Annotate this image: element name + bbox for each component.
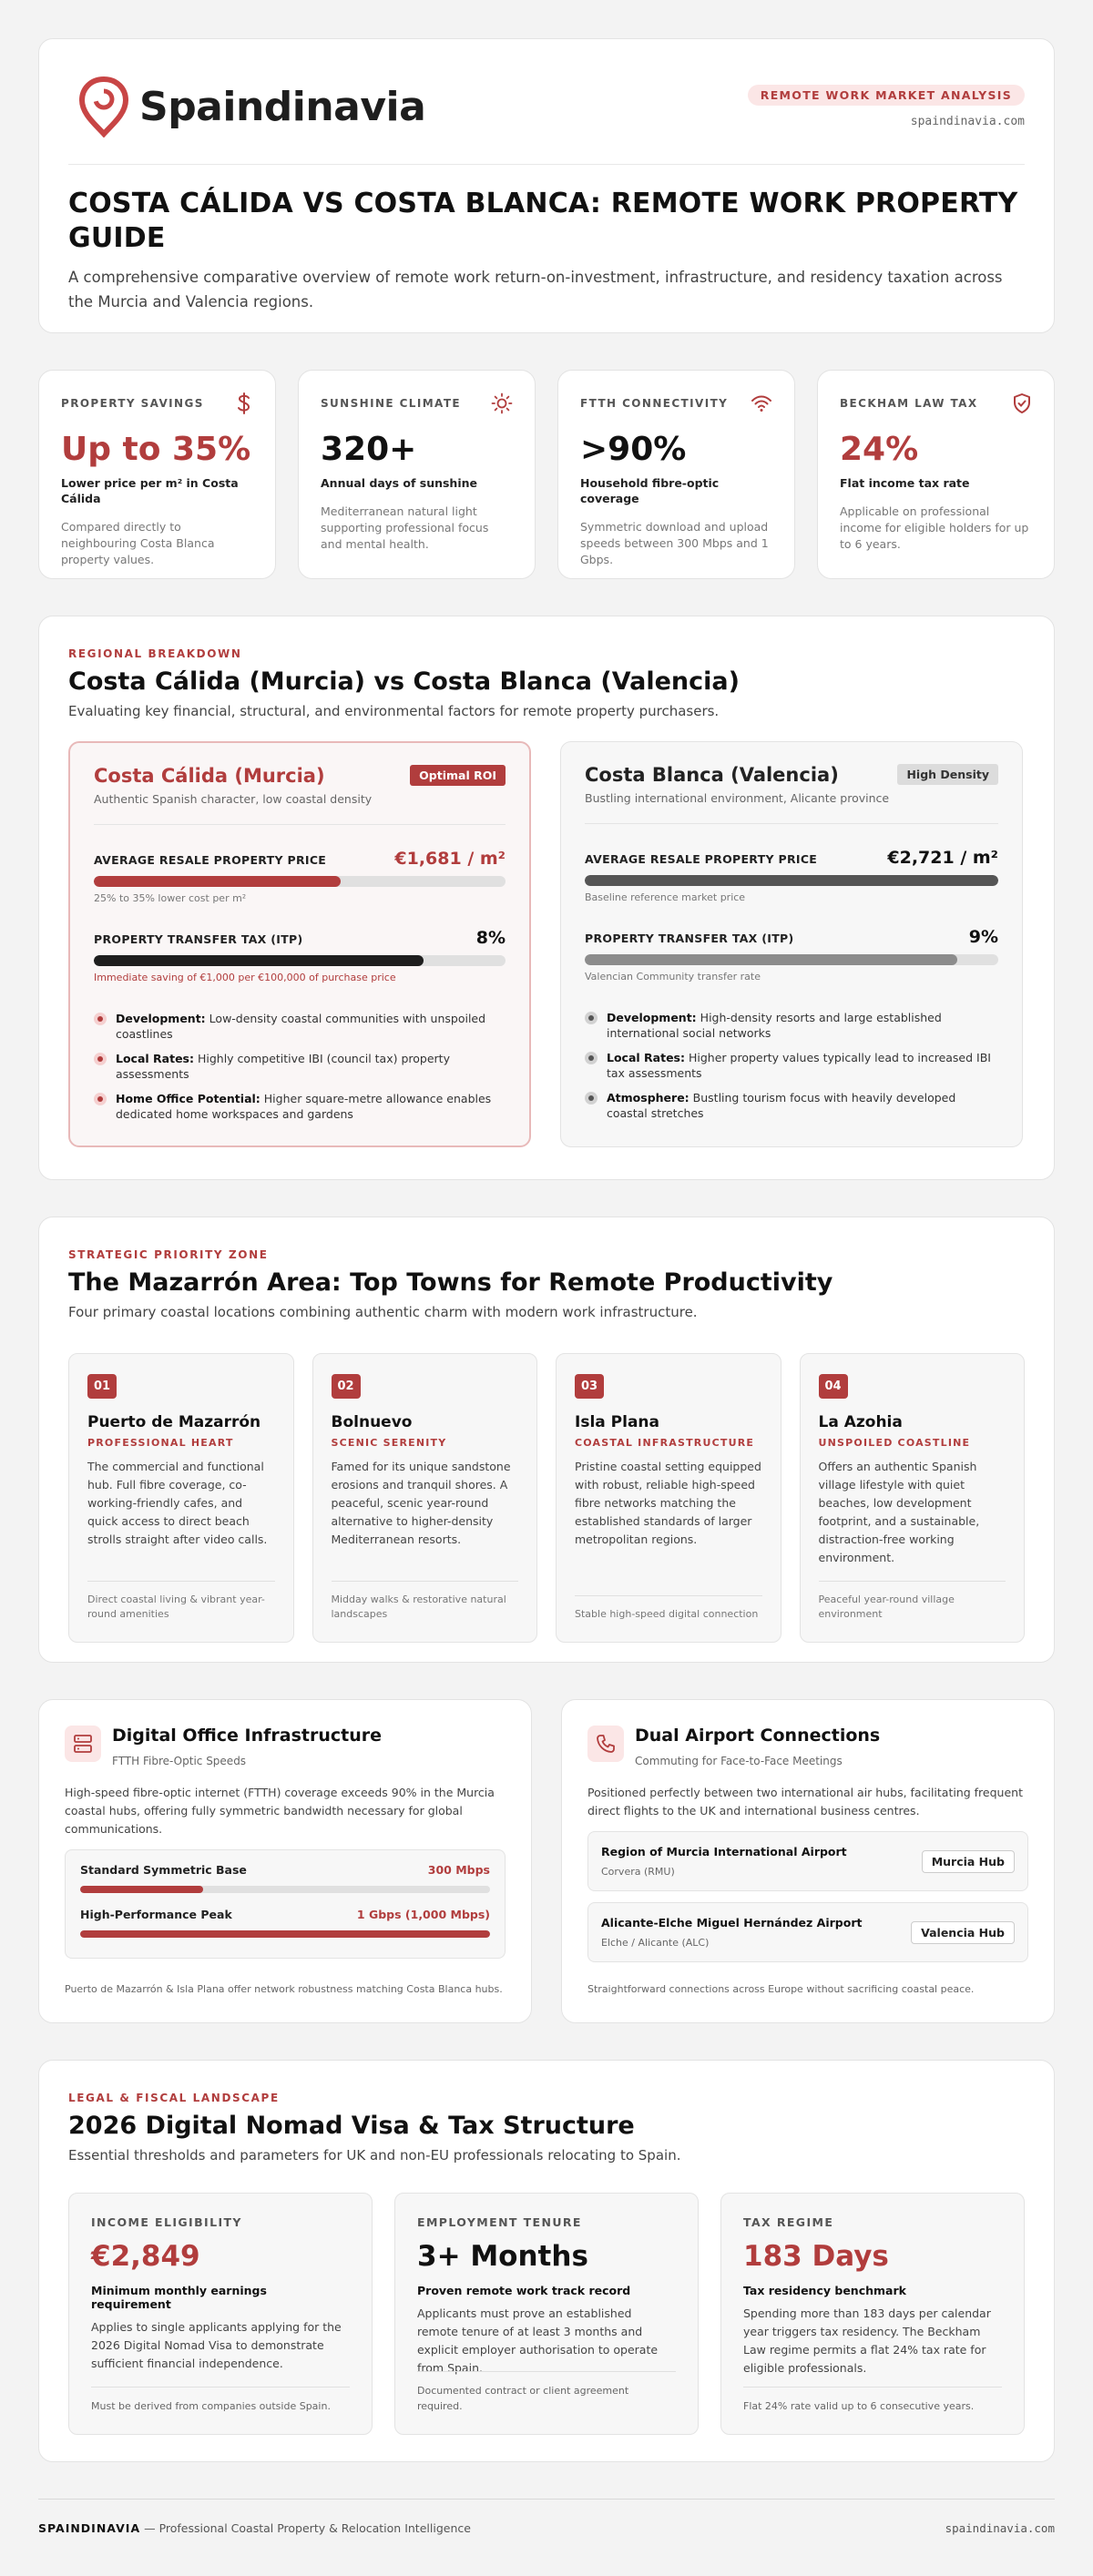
footer-domain-link[interactable]: spaindinavia.com bbox=[945, 2521, 1055, 2535]
brand-logo[interactable] bbox=[77, 76, 425, 137]
card-title: Digital Office Infrastructure bbox=[112, 1726, 383, 1746]
speed-value: 300 Mbps bbox=[427, 1863, 490, 1877]
region-card-murcia bbox=[68, 741, 531, 1147]
price-bar bbox=[94, 876, 506, 887]
town-tag: SCENIC SERENITY bbox=[331, 1437, 447, 1449]
town-card-la-azohia bbox=[800, 1353, 1026, 1643]
airport-connections-card bbox=[561, 1699, 1055, 2023]
dollar-icon bbox=[235, 392, 253, 414]
hub-badge: Murcia Hub bbox=[922, 1850, 1015, 1873]
stat-value: Up to 35% bbox=[61, 431, 251, 468]
town-number-badge: 02 bbox=[332, 1374, 361, 1399]
airport-location: Corvera (RMU) bbox=[601, 1866, 675, 1878]
town-footnote: Direct coastal living & vibrant year-round amenities bbox=[87, 1581, 275, 1622]
visa-value: 3+ Months bbox=[417, 2240, 588, 2273]
visa-card-tax bbox=[720, 2193, 1025, 2435]
feature-point: Local Rates: Highly competitive IBI (council tax) property assessments bbox=[94, 1051, 506, 1082]
bullet-icon bbox=[585, 1092, 598, 1105]
town-number-badge: 01 bbox=[87, 1374, 117, 1399]
stat-sub: Lower price per m² in Costa Cálida bbox=[61, 476, 239, 505]
tax-bar bbox=[94, 955, 506, 966]
visa-section bbox=[38, 2060, 1055, 2462]
stat-label: PROPERTY SAVINGS bbox=[61, 397, 204, 410]
visa-sub: Proven remote work track record bbox=[417, 2284, 631, 2297]
speed-item bbox=[80, 1863, 490, 1893]
wifi-icon bbox=[751, 394, 772, 412]
section-subtitle: Evaluating key financial, structural, and environmental factors for remote property purchasers. bbox=[68, 703, 720, 719]
town-tag: COASTAL INFRASTRUCTURE bbox=[575, 1437, 755, 1449]
visa-label: EMPLOYMENT TENURE bbox=[417, 2215, 582, 2229]
price-bar bbox=[585, 875, 998, 886]
card-desc: High-speed fibre-optic internet (FTTH) coverage exceeds 90% in the Murcia coastal hubs, offering fully symmetric bandwidth necessary for global communications. bbox=[65, 1786, 495, 1836]
town-desc: Offers an authentic Spanish village lifestyle with quiet beaches, low development footprint, and a sustainable, distraction-free working environment. bbox=[818, 1460, 980, 1564]
card-subtitle: Commuting for Face-to-Face Meetings bbox=[635, 1755, 843, 1767]
section-title: 2026 Digital Nomad Visa & Tax Structure bbox=[68, 2112, 635, 2140]
stat-value: 24% bbox=[840, 431, 919, 468]
visa-footnote: Must be derived from companies outside Spain. bbox=[91, 2387, 350, 2414]
visa-card-tenure bbox=[394, 2193, 699, 2435]
region-desc: Bustling international environment, Alicante province bbox=[585, 791, 890, 805]
visa-label: INCOME ELIGIBILITY bbox=[91, 2215, 242, 2229]
town-tag: UNSPOILED COASTLINE bbox=[818, 1437, 971, 1449]
phone-icon bbox=[587, 1726, 624, 1762]
card-footnote: Straightforward connections across Europe without sacrificing coastal peace. bbox=[587, 1983, 975, 1995]
feature-point: Home Office Potential: Higher square-metre allowance enables dedicated home workspaces and gardens bbox=[94, 1091, 506, 1122]
section-subtitle: Essential thresholds and parameters for UK and non-EU professionals relocating to Spain. bbox=[68, 2147, 681, 2164]
town-tag: PROFESSIONAL HEART bbox=[87, 1437, 234, 1449]
visa-sub: Tax residency benchmark bbox=[743, 2284, 906, 2297]
bullet-icon bbox=[94, 1093, 107, 1105]
feature-point: Atmosphere: Bustling tourism focus with heavily developed coastal stretches bbox=[585, 1090, 998, 1121]
metric-note: 25% to 35% lower cost per m² bbox=[94, 892, 247, 904]
metric-note: Baseline reference market price bbox=[585, 891, 746, 903]
tax-metric bbox=[94, 928, 506, 983]
metric-value: €1,681 / m² bbox=[394, 849, 506, 869]
stat-value: >90% bbox=[580, 431, 687, 468]
visa-footnote: Flat 24% rate valid up to 6 consecutive years. bbox=[743, 2387, 1002, 2414]
metric-label: PROPERTY TRANSFER TAX (ITP) bbox=[94, 932, 303, 946]
speed-label: High-Performance Peak bbox=[80, 1908, 232, 1921]
visa-label: TAX REGIME bbox=[743, 2215, 834, 2229]
towns-section bbox=[38, 1217, 1055, 1663]
speed-bar bbox=[80, 1886, 490, 1893]
airport-name: Region of Murcia International Airport bbox=[601, 1845, 847, 1858]
region-title: Costa Cálida (Murcia) bbox=[94, 765, 325, 787]
server-icon bbox=[65, 1726, 101, 1762]
airport-item-alicante bbox=[587, 1902, 1028, 1962]
section-eyebrow: STRATEGIC PRIORITY ZONE bbox=[68, 1248, 269, 1261]
map-pin-logo-icon bbox=[77, 76, 130, 137]
sun-icon bbox=[491, 392, 513, 414]
section-eyebrow: LEGAL & FISCAL LANDSCAPE bbox=[68, 2092, 280, 2104]
town-desc: Famed for its unique sandstone erosions and tranquil shores. A peaceful, scenic year-round alternative to higher-density Mediterranean resorts. bbox=[331, 1460, 511, 1546]
bullet-icon bbox=[585, 1012, 598, 1024]
stat-card-savings bbox=[38, 370, 276, 579]
section-subtitle: Four primary coastal locations combining authentic charm with modern work infrastructure. bbox=[68, 1304, 698, 1320]
card-footnote: Puerto de Mazarrón & Isla Plana offer network robustness matching Costa Blanca hubs. bbox=[65, 1983, 503, 1995]
card-desc: Positioned perfectly between two international air hubs, facilitating frequent direct flights to the UK and international business centres. bbox=[587, 1786, 1023, 1817]
stat-sub: Annual days of sunshine bbox=[321, 476, 477, 490]
town-desc: Pristine coastal setting equipped with robust, reliable high-speed fibre networks matching the established standards of larger metropolitan regions. bbox=[575, 1460, 761, 1546]
stat-label: BECKHAM LAW TAX bbox=[840, 397, 978, 410]
stat-desc: Compared directly to neighbouring Costa Blanca property values. bbox=[61, 520, 215, 566]
town-footnote: Midday walks & restorative natural landscapes bbox=[332, 1581, 519, 1622]
bullet-icon bbox=[585, 1052, 598, 1064]
footer-brand: SPAINDINAVIA bbox=[38, 2521, 141, 2535]
metric-value: 9% bbox=[968, 927, 998, 947]
price-metric bbox=[585, 848, 998, 903]
town-number-badge: 03 bbox=[575, 1374, 604, 1399]
speed-comparison bbox=[65, 1849, 506, 1959]
footer-tagline: — Professional Coastal Property & Relocation Intelligence bbox=[140, 2521, 471, 2535]
town-card-puerto-de-mazarron bbox=[68, 1353, 294, 1643]
airport-item-murcia bbox=[587, 1831, 1028, 1891]
report-type-badge: REMOTE WORK MARKET ANALYSIS bbox=[748, 85, 1025, 106]
airport-name: Alicante-Elche Miguel Hernández Airport bbox=[601, 1916, 863, 1929]
region-tag: Optimal ROI bbox=[410, 765, 506, 786]
brand-name: Spaindinavia bbox=[139, 83, 426, 130]
town-name: Isla Plana bbox=[575, 1413, 659, 1431]
town-name: Bolnuevo bbox=[331, 1413, 413, 1431]
page-title: COSTA CÁLIDA VS COSTA BLANCA: REMOTE WORK PROPERTY GUIDE bbox=[68, 188, 1018, 254]
visa-value: €2,849 bbox=[91, 2240, 200, 2273]
visa-sub: Minimum monthly earnings requirement bbox=[91, 2284, 267, 2311]
metric-note: Valencian Community transfer rate bbox=[585, 971, 761, 983]
visa-desc: Applies to single applicants applying for the 2026 Digital Nomad Visa to demonstrate sufficient financial independence. bbox=[91, 2320, 342, 2370]
stats-row bbox=[38, 370, 1055, 579]
region-desc: Authentic Spanish character, low coastal density bbox=[94, 792, 373, 806]
card-title: Dual Airport Connections bbox=[635, 1726, 881, 1746]
town-card-isla-plana bbox=[556, 1353, 781, 1643]
header-card bbox=[38, 38, 1055, 333]
bullet-icon bbox=[94, 1013, 107, 1025]
bullet-icon bbox=[94, 1053, 107, 1065]
header-domain[interactable]: spaindinavia.com bbox=[910, 115, 1025, 128]
stat-sub: Household fibre-optic coverage bbox=[580, 476, 720, 505]
visa-desc: Applicants must prove an established remote tenure of at least 3 months and explicit employer authorisation to operate from Spain. bbox=[417, 2306, 659, 2375]
region-title: Costa Blanca (Valencia) bbox=[585, 764, 839, 786]
stat-sub: Flat income tax rate bbox=[840, 476, 970, 490]
town-name: La Azohia bbox=[818, 1413, 903, 1431]
airport-location: Elche / Alicante (ALC) bbox=[601, 1937, 710, 1949]
section-title: The Mazarrón Area: Top Towns for Remote Productivity bbox=[68, 1268, 833, 1297]
page-footer bbox=[38, 2499, 1055, 2535]
footer-brand-line bbox=[38, 2521, 471, 2535]
section-eyebrow: REGIONAL BREAKDOWN bbox=[68, 647, 242, 660]
region-tag: High Density bbox=[897, 764, 998, 785]
stat-value: 320+ bbox=[321, 431, 417, 468]
town-footnote: Stable high-speed digital connection bbox=[575, 1595, 762, 1622]
section-title: Costa Cálida (Murcia) vs Costa Blanca (Valencia) bbox=[68, 667, 740, 696]
stat-card-sunshine bbox=[298, 370, 536, 579]
stat-desc: Applicable on professional income for eligible holders for up to 6 years. bbox=[840, 504, 1029, 551]
town-footnote: Peaceful year-round village environment bbox=[819, 1581, 1006, 1622]
speed-bar bbox=[80, 1930, 490, 1938]
card-subtitle: FTTH Fibre-Optic Speeds bbox=[112, 1755, 247, 1767]
town-card-bolnuevo bbox=[312, 1353, 538, 1643]
stat-desc: Mediterranean natural light supporting professional focus and mental health. bbox=[321, 504, 489, 551]
visa-value: 183 Days bbox=[743, 2240, 889, 2273]
metric-note: Immediate saving of €1,000 per €100,000 of purchase price bbox=[94, 972, 396, 983]
page-lead: A comprehensive comparative overview of remote work return-on-investment, infrastructure, and residency taxation across the Murcia and Valencia regions. bbox=[68, 269, 1003, 311]
metric-value: €2,721 / m² bbox=[887, 848, 998, 868]
visa-footnote: Documented contract or client agreement required. bbox=[417, 2371, 676, 2414]
hub-badge: Valencia Hub bbox=[911, 1921, 1015, 1944]
visa-card-income bbox=[68, 2193, 373, 2435]
metric-label: AVERAGE RESALE PROPERTY PRICE bbox=[585, 852, 818, 866]
shield-check-icon bbox=[1012, 392, 1032, 414]
tax-bar bbox=[585, 954, 998, 965]
visa-desc: Spending more than 183 days per calendar year triggers tax residency. The Beckham Law regime permits a flat 24% tax rate for eligible professionals. bbox=[743, 2306, 991, 2375]
price-metric bbox=[94, 849, 506, 904]
town-name: Puerto de Mazarrón bbox=[87, 1413, 261, 1431]
regional-section bbox=[38, 616, 1055, 1180]
town-number-badge: 04 bbox=[819, 1374, 848, 1399]
metric-label: AVERAGE RESALE PROPERTY PRICE bbox=[94, 853, 327, 867]
feature-point: Development: High-density resorts and large established international social networks bbox=[585, 1010, 998, 1041]
feature-point: Development: Low-density coastal communities with unspoiled coastlines bbox=[94, 1011, 506, 1042]
speed-label: Standard Symmetric Base bbox=[80, 1863, 247, 1877]
stat-label: FTTH CONNECTIVITY bbox=[580, 397, 729, 410]
tax-metric bbox=[585, 927, 998, 983]
stat-card-ftth bbox=[557, 370, 795, 579]
stat-label: SUNSHINE CLIMATE bbox=[321, 397, 461, 410]
town-desc: The commercial and functional hub. Full fibre coverage, co-working-friendly cafes, and quick access to direct beach strolls straight after video calls. bbox=[87, 1460, 268, 1546]
metric-label: PROPERTY TRANSFER TAX (ITP) bbox=[585, 932, 794, 945]
stat-card-beckham bbox=[817, 370, 1055, 579]
metric-value: 8% bbox=[475, 928, 506, 948]
digital-infrastructure-card bbox=[38, 1699, 532, 2023]
region-card-valencia bbox=[560, 741, 1023, 1147]
feature-point: Local Rates: Higher property values typically lead to increased IBI tax assessments bbox=[585, 1050, 998, 1081]
speed-item bbox=[80, 1908, 490, 1938]
speed-value: 1 Gbps (1,000 Mbps) bbox=[356, 1908, 490, 1921]
stat-desc: Symmetric download and upload speeds between 300 Mbps and 1 Gbps. bbox=[580, 520, 769, 566]
